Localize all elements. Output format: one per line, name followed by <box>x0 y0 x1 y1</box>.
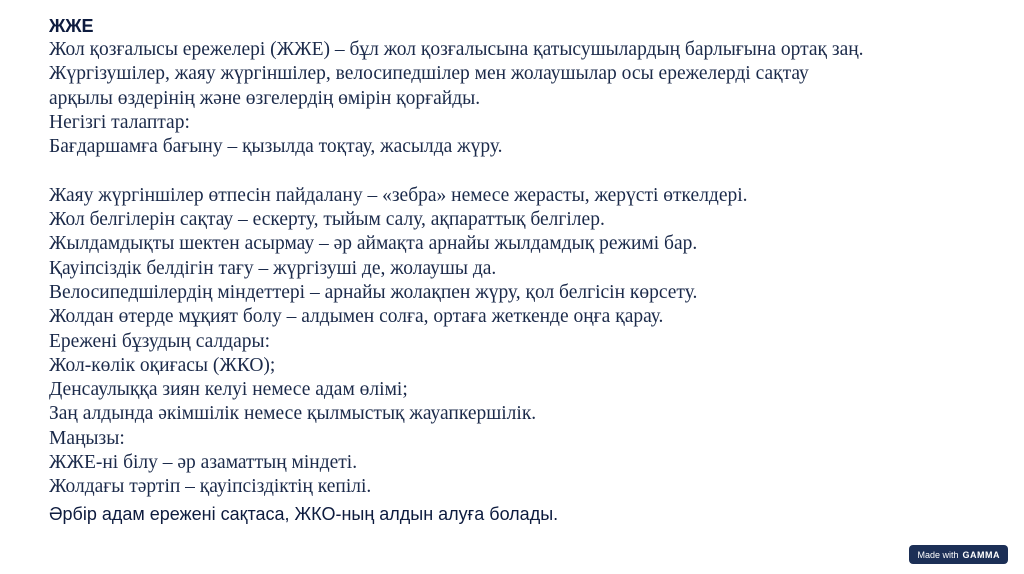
made-with-gamma-badge[interactable] <box>909 545 1008 564</box>
text-line: Денсаулыққа зиян келуі немесе адам өлімі; <box>49 379 408 401</box>
text-line: Велосипедшілердің міндеттері – арнайы жолақпен жүру, қол белгісін көрсету. <box>49 281 698 303</box>
text-line: арқылы өздерінің және өзгелердің өмірін қорғайды. <box>49 87 481 109</box>
closing-statement: Әрбір адам ережені сақтаса, ЖКО-ның алдын алуға болады. <box>49 503 559 524</box>
gamma-logo: GAMMA <box>962 549 1000 560</box>
text-line: Қауіпсіздік белдігін тағу – жүргізуші де, жолаушы да. <box>49 257 497 279</box>
text-line: ЖЖЕ-ні білу – әр азаматтың міндеті. <box>49 452 358 474</box>
text-line: Жаяу жүргіншілер өтпесін пайдалану – «зебра» немесе жерасты, жерүсті өткелдері. <box>49 184 748 206</box>
badge-prefix: Made with <box>917 549 959 560</box>
blank-line <box>49 159 1009 183</box>
text-line: Бағдаршамға бағыну – қызылда тоқтау, жасылда жүру. <box>49 136 503 158</box>
section-heading: Маңызы: <box>49 427 125 449</box>
text-line: Жүргізушілер, жаяу жүргіншілер, велосипедшілер мен жолаушылар осы ережелерді сақтау <box>49 63 809 85</box>
text-line: Жылдамдықты шектен асырмау – әр аймақта арнайы жылдамдық режимі бар. <box>49 233 698 255</box>
section-heading: Негізгі талаптар: <box>49 111 190 133</box>
text-line: Жол қозғалысы ережелері (ЖЖЕ) – бұл жол қозғалысына қатысушылардың барлығына ортақ заң. <box>49 39 864 60</box>
slide-title: ЖЖЕ <box>49 16 94 36</box>
slide-content <box>49 14 1009 526</box>
text-line: Жол-көлік оқиғасы (ЖКО); <box>49 354 276 376</box>
text-line: Заң алдында әкімшілік немесе қылмыстық жауапкершілік. <box>49 403 537 425</box>
text-line: Жолдан өтерде мұқият болу – алдымен солға, ортаға жеткенде оңға қарау. <box>49 306 664 328</box>
text-line: Жол белгілерін сақтау – ескерту, тыйым салу, ақпараттық белгілер. <box>49 209 605 231</box>
text-line: Жолдағы тәртіп – қауіпсіздіктің кепілі. <box>49 476 372 498</box>
section-heading: Ережені бұзудың салдары: <box>49 330 271 352</box>
